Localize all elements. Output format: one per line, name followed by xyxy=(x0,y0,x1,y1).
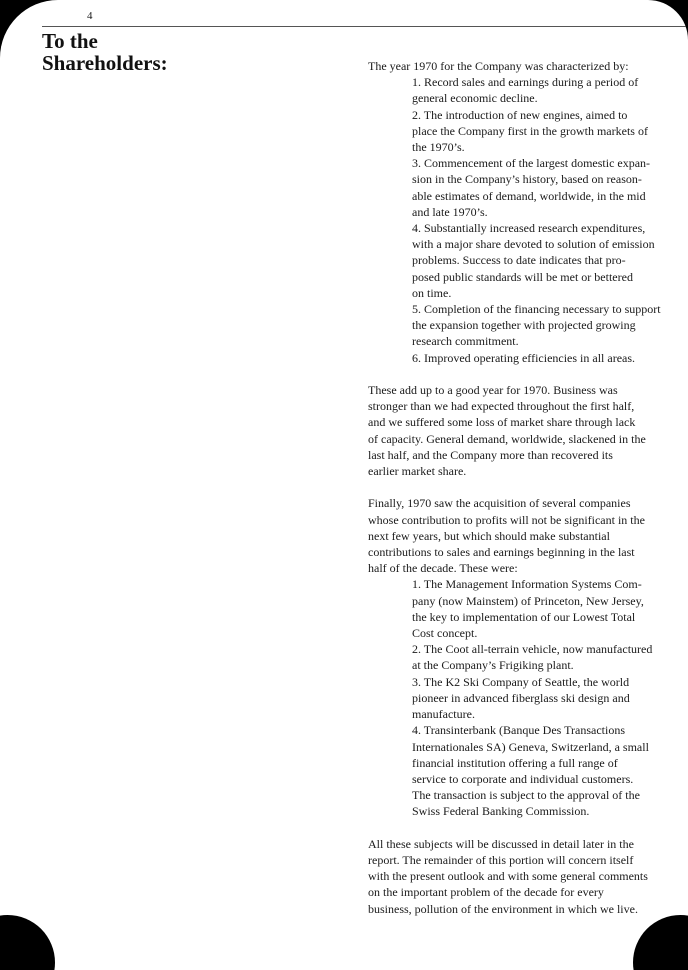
text-line: 3. The K2 Ski Company of Seattle, the world xyxy=(412,674,630,689)
text-line: at the Company’s Frigiking plant. xyxy=(412,658,574,673)
intro-paragraph xyxy=(368,58,678,74)
text-line: pioneer in advanced fiberglass ski design and xyxy=(412,690,630,705)
text-line: and we suffered some loss of market share through lack xyxy=(368,415,636,430)
paragraph-gap xyxy=(368,820,678,836)
text-line: whose contribution to profits will not be significant in the xyxy=(368,512,645,527)
text-line: general economic decline. xyxy=(412,91,538,106)
text-line: last half, and the Company more than recovered its xyxy=(368,447,613,462)
heading-line-2: Shareholders: xyxy=(42,51,168,75)
text-line: the 1970’s. xyxy=(412,140,465,155)
text-line: Swiss Federal Banking Commission. xyxy=(412,804,590,819)
text-line: These add up to a good year for 1970. Business was xyxy=(368,383,618,398)
text-line: with a major share devoted to solution of emission xyxy=(412,237,655,252)
text-line: place the Company first in the growth markets of xyxy=(412,123,648,138)
text-line: financial institution offering a full range of xyxy=(412,755,618,770)
acquisitions-paragraph xyxy=(368,495,678,576)
text-line: on the important problem of the decade for every xyxy=(368,885,604,900)
text-line: 6. Improved operating efficiencies in all areas. xyxy=(412,350,636,365)
top-rule xyxy=(42,26,688,27)
text-line: 3. Commencement of the largest domestic expan- xyxy=(412,156,651,171)
text-line: manufacture. xyxy=(412,707,475,722)
text-line: 5. Completion of the financing necessary to support xyxy=(412,302,661,317)
text-line: of capacity. General demand, worldwide, slackened in the xyxy=(368,431,646,446)
text-line: 2. The introduction of new engines, aimed to xyxy=(412,107,628,122)
text-line: on time. xyxy=(412,285,452,300)
text-line: business, pollution of the environment in which we live. xyxy=(368,901,638,916)
text-line: Internationales SA) Geneva, Switzerland, a small xyxy=(412,739,649,754)
text-line: next few years, but which should make substantial xyxy=(368,528,610,543)
text-line: All these subjects will be discussed in detail later in the xyxy=(368,836,634,851)
text-line: stronger than we had expected throughout the first half, xyxy=(368,399,635,414)
text-line: 1. Record sales and earnings during a period of xyxy=(412,75,639,90)
page-corner-shadow-left xyxy=(0,915,55,970)
text-line: Finally, 1970 saw the acquisition of several companies xyxy=(368,496,631,511)
text-line: posed public standards will be met or bettered xyxy=(412,269,633,284)
text-line: service to corporate and individual customers. xyxy=(412,771,634,786)
text-line: earlier market share. xyxy=(368,464,467,479)
text-line: research commitment. xyxy=(412,334,519,349)
text-line: problems. Success to date indicates that pro- xyxy=(412,253,626,268)
text-line: report. The remainder of this portion will concern itself xyxy=(368,852,634,867)
paragraph-gap xyxy=(368,366,678,382)
paragraph-gap xyxy=(368,479,678,495)
text-line: The transaction is subject to the approval of the xyxy=(412,788,640,803)
text-line: with the present outlook and with some general comments xyxy=(368,869,648,884)
summary-paragraph xyxy=(368,382,678,479)
text-line: 4. Substantially increased research expenditures, xyxy=(412,221,646,236)
text-line: The year 1970 for the Company was characterized by: xyxy=(368,59,629,73)
text-line: 2. The Coot all-terrain vehicle, now manufactured xyxy=(412,642,653,657)
acquisitions-list xyxy=(368,576,678,819)
text-line: the key to implementation of our Lowest Total xyxy=(412,609,636,624)
text-line: contributions to sales and earnings beginning in the last xyxy=(368,545,635,560)
closing-paragraph xyxy=(368,836,678,917)
accomplishments-list xyxy=(368,74,678,366)
text-line: half of the decade. These were: xyxy=(368,561,518,576)
page-heading xyxy=(42,30,168,74)
text-line: the expansion together with projected growing xyxy=(412,318,636,333)
text-line: and late 1970’s. xyxy=(412,204,488,219)
text-line: 4. Transinterbank (Banque Des Transactions xyxy=(412,723,625,738)
text-line: Cost concept. xyxy=(412,626,478,641)
heading-line-1: To the xyxy=(42,29,98,53)
text-line: able estimates of demand, worldwide, in the mid xyxy=(412,188,646,203)
text-line: 1. The Management Information Systems Com- xyxy=(412,577,642,592)
letter-body xyxy=(368,58,678,917)
text-line: sion in the Company’s history, based on reason- xyxy=(412,172,642,187)
text-line: pany (now Mainstem) of Princeton, New Jersey, xyxy=(412,593,644,608)
page-corner-shadow-right xyxy=(633,915,688,970)
page-number: 4 xyxy=(87,10,93,22)
